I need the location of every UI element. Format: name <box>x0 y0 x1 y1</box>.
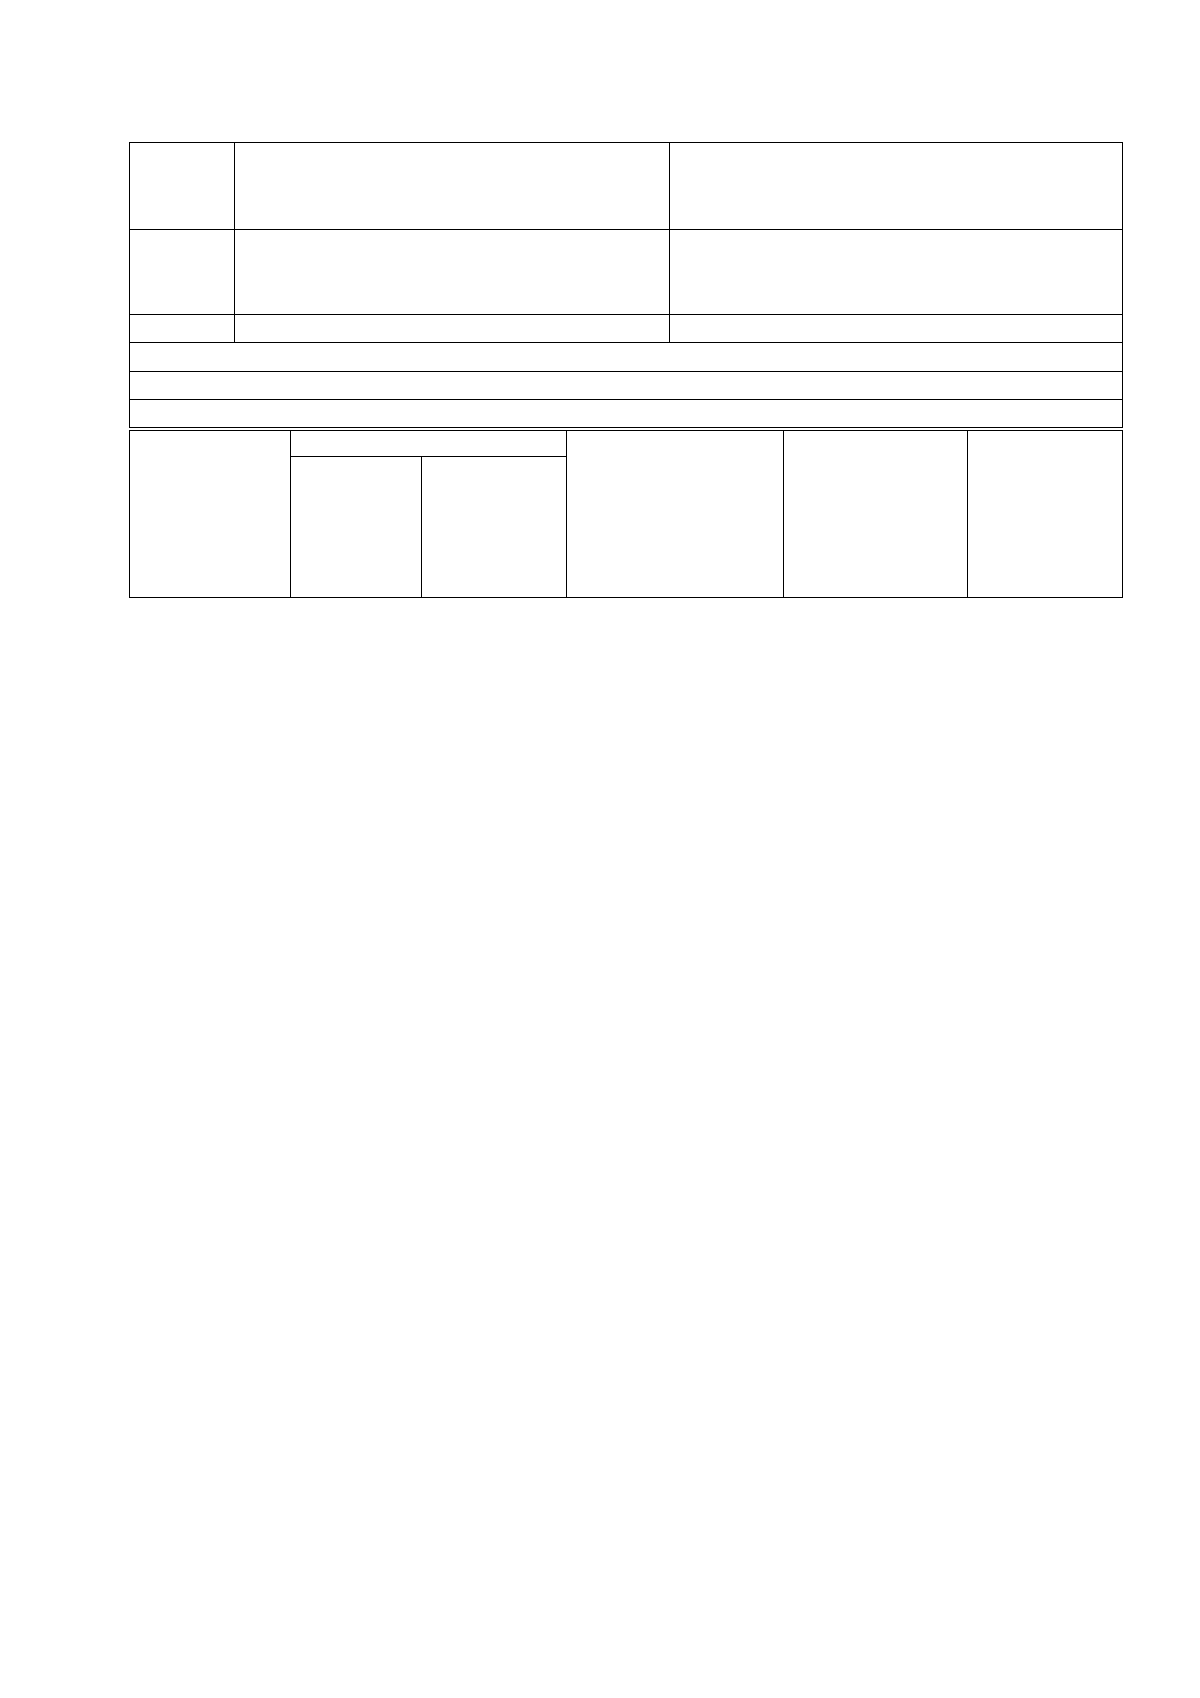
designation-header <box>130 431 291 598</box>
section-title <box>130 343 1123 372</box>
coord-system-row <box>130 372 1123 400</box>
coord-system <box>130 372 1123 400</box>
x-header <box>291 457 422 598</box>
points-title-row <box>130 400 1123 428</box>
method-header <box>567 431 784 598</box>
y-header <box>422 457 567 598</box>
empty-cell <box>130 143 235 230</box>
points-header-row <box>130 431 1123 457</box>
error-header <box>784 431 968 598</box>
coords-header <box>291 431 567 457</box>
row-number <box>130 230 235 315</box>
section-title-row <box>130 343 1123 372</box>
empty-cell <box>235 143 670 230</box>
other-value <box>670 315 1123 343</box>
location-continuation <box>670 143 1123 230</box>
description-header <box>968 431 1123 598</box>
other-characteristics-row <box>130 315 1123 343</box>
area-value <box>670 230 1123 315</box>
other-label <box>235 315 670 343</box>
continued-row <box>130 143 1123 230</box>
object-info-table <box>129 142 1123 428</box>
area-label <box>235 230 670 315</box>
area-row <box>130 230 1123 315</box>
points-title <box>130 400 1123 428</box>
points-table <box>129 430 1123 598</box>
row-number <box>130 315 235 343</box>
